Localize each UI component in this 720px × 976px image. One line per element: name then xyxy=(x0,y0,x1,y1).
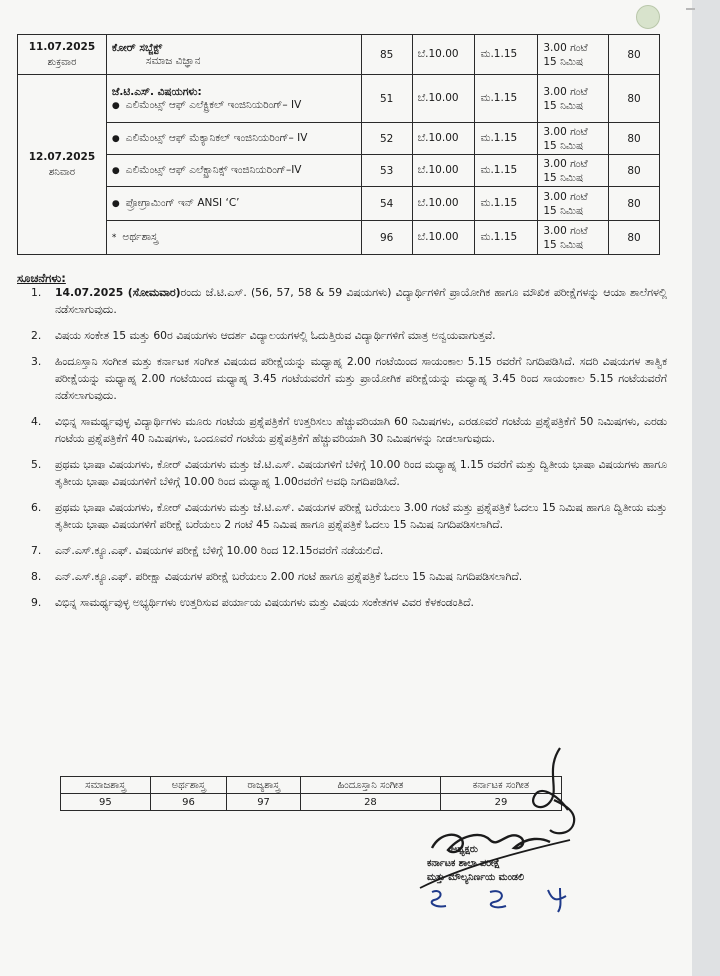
table-row xyxy=(18,155,660,187)
subject-name: ಎಲಿಮೆಂಟ್ಸ್ ಆಫ್ ಎಲೆಕ್ಟ್ರಾನಿಕ್ಸ್ ಇಂಜಿನಿಯರಿಂಗ್–IV xyxy=(125,164,302,176)
item-number: 9. xyxy=(31,596,42,609)
max-marks: 80 xyxy=(609,123,660,155)
list-item xyxy=(17,542,667,559)
table-row xyxy=(18,221,660,255)
end-time: ಮ.1.15 xyxy=(475,35,538,75)
alt-subject-name: ಹಿಂದೂಸ್ತಾನಿ ಸಂಗೀತ xyxy=(300,777,440,794)
board-name-line1: ಕರ್ನಾಟಕ ಶಾಲಾ ಪರೀಕ್ಷೆ xyxy=(427,858,500,869)
item-number: 2. xyxy=(31,329,42,342)
date-cell xyxy=(18,75,107,255)
subject-group-header: ಕೋರ್ ಸಬ್ಜೆಕ್ಟ್ xyxy=(111,41,163,54)
alt-subject-name: ಕರ್ನಾಟಕ ಸಂಗೀತ xyxy=(440,777,561,794)
start-time: ಬೆ.10.00 xyxy=(412,221,475,255)
alt-subject-name: ಸಮಾಜಶಾಸ್ತ್ರ xyxy=(61,777,151,794)
handwritten-marks-icon xyxy=(424,886,584,914)
item-number: 7. xyxy=(31,544,42,557)
subject-name: ಎಲಿಮೆಂಟ್ಸ್ ಆಫ್ ಎಲೆಕ್ಟ್ರಿಕಲ್ ಇಂಜಿನಿಯರಿಂಗ್– IV xyxy=(125,98,302,111)
item-text: ರಂದು ಜೆ.ಟಿ.ಎಸ್. (56, 57, 58 & 59 ವಿಷಯಗಳು) ವಿದ್ಯಾರ್ಥಿಗಳಿಗೆ ಪ್ರಾಯೋಗಿಕ ಹಾಗೂ ಮೌಖಿಕ ಪರೀಕ್ಷೆಗಳನ್ನು ಆಯಾ ಶಾಲೆಗಳಲ್ಲಿ ನಡೆಸಲಾಗುವುದು. xyxy=(55,286,667,316)
item-number: 5. xyxy=(31,458,42,471)
end-time: ಮ.1.15 xyxy=(475,123,538,155)
start-time: ಬೆ.10.00 xyxy=(412,187,475,221)
list-item xyxy=(17,499,667,533)
signatory-block xyxy=(427,843,524,885)
list-item xyxy=(17,284,667,318)
end-time: ಮ.1.15 xyxy=(475,187,538,221)
duration: 3.00 ಗಂಟೆ 15 ನಿಮಿಷ xyxy=(538,75,609,123)
subject-group-header: ಜೆ.ಟಿ.ಎಸ್. ವಿಷಯಗಳು: xyxy=(111,85,202,98)
duration: 3.00 ಗಂಟೆ 15 ನಿಮಿಷ xyxy=(538,123,609,155)
notes-heading: ಸೂಚನೆಗಳು: xyxy=(17,271,66,285)
exam-schedule-table xyxy=(17,34,660,255)
bullet-icon: ● xyxy=(111,100,120,111)
item-text: ಎನ್.ಎಸ್.ಕ್ಯೂ.ಎಫ್. ಪರೀಕ್ಷಾ ವಿಷಯಗಳ ಪರೀಕ್ಷೆ ಬರೆಯಲು 2.00 ಗಂಟೆ ಹಾಗೂ ಪ್ರಶ್ನೆಪತ್ರಿಕೆ ಓದಲು 15 ನಿಮಿಷ ನಿಗದಿಪಡಿಸಲಾಗಿದೆ. xyxy=(55,570,523,583)
board-name-line2: ಮತ್ತು ಮೌಲ್ಯನಿರ್ಣಯ ಮಂಡಲಿ xyxy=(427,872,525,883)
subject-code: 85 xyxy=(361,35,412,75)
item-text: ವಿಭಿನ್ನ ಸಾಮರ್ಥ್ಯವುಳ್ಳ ವಿದ್ಯಾರ್ಥಿಗಳು ಮೂರು ಗಂಟೆಯ ಪ್ರಶ್ನೆಪತ್ರಿಕೆಗೆ ಉತ್ತರಿಸಲು ಹೆಚ್ಚುವರಿಯಾಗಿ 60 ನಿಮಿಷಗಳು, ಎರಡೂವರೆ ಗಂಟೆಯ ಪ್ರಶ್ನೆಪತ್ರಿಕೆಗೆ 50 ನಿಮಿಷಗಳು, ಎರಡು ಗಂಟೆಯ ಪ್ರಶ್ನೆಪತ್ರಿಕೆಗೆ 40 ನಿಮಿಷಗಳು, ಒಂದೂವರೆ ಗಂಟೆಯ ಪ್ರಶ್ನೆಪತ್ರಿಕೆಗೆ ಹೆಚ್ಚುವರಿಯಾಗಿ 30 ನಿಮಿಷಗಳನ್ನು ನೀಡಲಾಗುವುದು. xyxy=(55,415,667,445)
subject-cell xyxy=(106,221,361,255)
bullet-icon: ● xyxy=(111,134,120,144)
subject-code: 51 xyxy=(361,75,412,123)
alt-subject-name: ಅರ್ಥಶಾಸ್ತ್ರ xyxy=(150,777,226,794)
subject-name: ಸಮಾಜ ವಿಜ್ಞಾನ xyxy=(145,54,201,67)
max-marks: 80 xyxy=(609,155,660,187)
item-number: 6. xyxy=(31,501,42,514)
max-marks: 80 xyxy=(609,187,660,221)
alt-subject-name: ರಾಜ್ಯಶಾಸ್ತ್ರ xyxy=(227,777,301,794)
list-item xyxy=(17,456,667,490)
duration: 3.00 ಗಂಟೆ 15 ನಿಮಿಷ xyxy=(538,35,609,75)
subject-cell xyxy=(106,75,361,123)
subject-cell xyxy=(106,155,361,187)
item-number: 4. xyxy=(31,415,42,428)
alt-subject-code: 29 xyxy=(440,794,561,811)
item-number: 1. xyxy=(31,286,42,299)
bullet-icon: ● xyxy=(111,166,120,176)
subject-code: 96 xyxy=(361,221,412,255)
exam-date: 12.07.2025 xyxy=(28,150,96,163)
alt-subject-code: 28 xyxy=(300,794,440,811)
signatory-title: ಅಧ್ಯಕ್ಷರು xyxy=(451,844,478,855)
max-marks: 80 xyxy=(609,75,660,123)
list-item xyxy=(17,594,667,611)
table-row xyxy=(18,123,660,155)
duration: 3.00 ಗಂಟೆ 15 ನಿಮಿಷ xyxy=(538,187,609,221)
table-row xyxy=(18,75,660,123)
list-item xyxy=(17,327,667,344)
subject-cell xyxy=(106,35,361,75)
exam-day: ಶನಿವಾರ xyxy=(48,166,76,178)
subject-name: ಎಲಿಮೆಂಟ್ಸ್ ಆಫ್ ಮೆಕ್ಯಾನಿಕಲ್ ಇಂಜಿನಿಯರಿಂಗ್– IV xyxy=(125,132,308,144)
list-item xyxy=(17,568,667,585)
item-number: 3. xyxy=(31,355,42,368)
end-time: ಮ.1.15 xyxy=(475,155,538,187)
table-row xyxy=(18,35,660,75)
alt-subject-code: 95 xyxy=(61,794,151,811)
item-text: ಎನ್.ಎಸ್.ಕ್ಯೂ.ಎಫ್. ವಿಷಯಗಳ ಪರೀಕ್ಷೆ ಬೆಳಿಗ್ಗೆ 10.00 ರಿಂದ 12.15ರವರೆಗೆ ನಡೆಯಲಿದೆ. xyxy=(55,544,384,557)
start-time: ಬೆ.10.00 xyxy=(412,35,475,75)
start-time: ಬೆ.10.00 xyxy=(412,155,475,187)
exam-day: ಶುಕ್ರವಾರ xyxy=(47,56,77,68)
dash-icon xyxy=(686,8,695,10)
subject-cell xyxy=(106,123,361,155)
alt-subject-code: 97 xyxy=(227,794,301,811)
subject-cell xyxy=(106,187,361,221)
start-time: ಬೆ.10.00 xyxy=(412,123,475,155)
exam-date: 11.07.2025 xyxy=(28,40,96,53)
date-cell xyxy=(18,35,107,75)
subject-name: ಅರ್ಥಶಾಸ್ತ್ರ xyxy=(122,231,158,243)
status-circle-icon xyxy=(636,5,660,29)
duration: 3.00 ಗಂಟೆ 15 ನಿಮಿಷ xyxy=(538,155,609,187)
item-number: 8. xyxy=(31,570,42,583)
table-row xyxy=(18,187,660,221)
item-highlight: 14.07.2025 (ಸೋಮವಾರ) xyxy=(55,286,181,299)
subject-code: 53 xyxy=(361,155,412,187)
instructions-list xyxy=(17,284,667,620)
asterisk-icon: * xyxy=(111,233,117,243)
subject-code: 54 xyxy=(361,187,412,221)
item-text: ವಿಭಿನ್ನ ಸಾಮರ್ಥ್ಯವುಳ್ಳ ಅಭ್ಯರ್ಥಿಗಳು ಉತ್ತರಿಸುವ ಪರ್ಯಾಯ ವಿಷಯಗಳು ಮತ್ತು ವಿಷಯ ಸಂಕೇತಗಳ ವಿವರ ಕೆಳಕಂಡಂತಿದೆ. xyxy=(55,596,474,609)
list-item xyxy=(17,353,667,404)
max-marks: 80 xyxy=(609,35,660,75)
item-text: ಪ್ರಥಮ ಭಾಷಾ ವಿಷಯಗಳು, ಕೋರ್ ವಿಷಯಗಳು ಮತ್ತು ಜೆ.ಟಿ.ಎಸ್. ವಿಷಯಗಳ ಪರೀಕ್ಷೆ ಬರೆಯಲು 3.00 ಗಂಟೆ ಮತ್ತು ಪ್ರಶ್ನೆಪತ್ರಿಕೆ ಓದಲು 15 ನಿಮಿಷ ಹಾಗೂ ದ್ವಿತೀಯ ಮತ್ತು ತೃತೀಯ ಭಾಷಾ ವಿಷಯಗಳಿಗೆ ಪರೀಕ್ಷೆ ಬರೆಯಲು 2 ಗಂಟೆ 45 ನಿಮಿಷ ಹಾಗೂ ಪ್ರಶ್ನೆಪತ್ರಿಕೆ ಓದಲು 15 ನಿಮಿಷ ನಿಗದಿಪಡಿಸಲಾಗಿದೆ. xyxy=(55,501,667,531)
list-item xyxy=(17,413,667,447)
item-text: ವಿಷಯ ಸಂಕೇತ 15 ಮತ್ತು 60ರ ವಿಷಯಗಳು ಆದರ್ಶ ವಿದ್ಯಾಲಯಗಳಲ್ಲಿ ಓದುತ್ತಿರುವ ವಿದ್ಯಾರ್ಥಿಗಳಿಗೆ ಮಾತ್ರ ಅನ್ವಯವಾಗುತ್ತವೆ. xyxy=(55,329,496,342)
duration: 3.00 ಗಂಟೆ 15 ನಿಮಿಷ xyxy=(538,221,609,255)
item-text: ಪ್ರಥಮ ಭಾಷಾ ವಿಷಯಗಳು, ಕೋರ್ ವಿಷಯಗಳು ಮತ್ತು ಜೆ.ಟಿ.ಎಸ್. ವಿಷಯಗಳಿಗೆ ಬೆಳಿಗ್ಗೆ 10.00 ರಿಂದ ಮಧ್ಯಾಹ್ನ 1.15 ರವರೆಗೆ ಮತ್ತು ದ್ವಿತೀಯ ಭಾಷಾ ವಿಷಯಗಳು ಹಾಗೂ ತೃತೀಯ ಭಾಷಾ ವಿಷಯಗಳಿಗೆ ಬೆಳಿಗ್ಗೆ 10.00 ರಿಂದ ಮಧ್ಯಾಹ್ನ 1.00ರವರೆಗೆ ಅವಧಿ ನಿಗದಿಪಡಿಸಿದೆ. xyxy=(55,458,668,488)
end-time: ಮ.1.15 xyxy=(475,221,538,255)
subject-name: ಪ್ರೋಗ್ರಾಮಿಂಗ್ ಇನ್ ANSI ‘C’ xyxy=(125,197,240,209)
bullet-icon: ● xyxy=(111,199,120,209)
end-time: ಮ.1.15 xyxy=(475,75,538,123)
max-marks: 80 xyxy=(609,221,660,255)
viewer-edge xyxy=(692,0,720,976)
item-text: ಹಿಂದೂಸ್ತಾನಿ ಸಂಗೀತ ಮತ್ತು ಕರ್ನಾಟಕ ಸಂಗೀತ ವಿಷಯದ ಪರೀಕ್ಷೆಯನ್ನು ಮಧ್ಯಾಹ್ನ 2.00 ಗಂಟೆಯಿಂದ ಸಾಯಂಕಾಲ 5.15 ರವರೆಗೆ ನಿಗದಿಪಡಿಸಿದೆ. ಸದರಿ ವಿಷಯಗಳ ತಾತ್ವಿಕ ಪರೀಕ್ಷೆಯನ್ನು ಮಧ್ಯಾಹ್ನ 2.00 ಗಂಟೆಯಿಂದ ಮಧ್ಯಾಹ್ನ 3.45 ಗಂಟೆಯವರೆಗೆ ಮತ್ತು ಪ್ರಾಯೋಗಿಕ ಪರೀಕ್ಷೆಯನ್ನು ಮಧ್ಯಾಹ್ನ 3.45 ರಿಂದ ಸಾಯಂಕಾಲ 5.15 ಗಂಟೆಯವರೆಗೆ ನಡೆಸಲಾಗುವುದು. xyxy=(55,355,667,402)
subject-code: 52 xyxy=(361,123,412,155)
start-time: ಬೆ.10.00 xyxy=(412,75,475,123)
alt-subject-code: 96 xyxy=(150,794,226,811)
